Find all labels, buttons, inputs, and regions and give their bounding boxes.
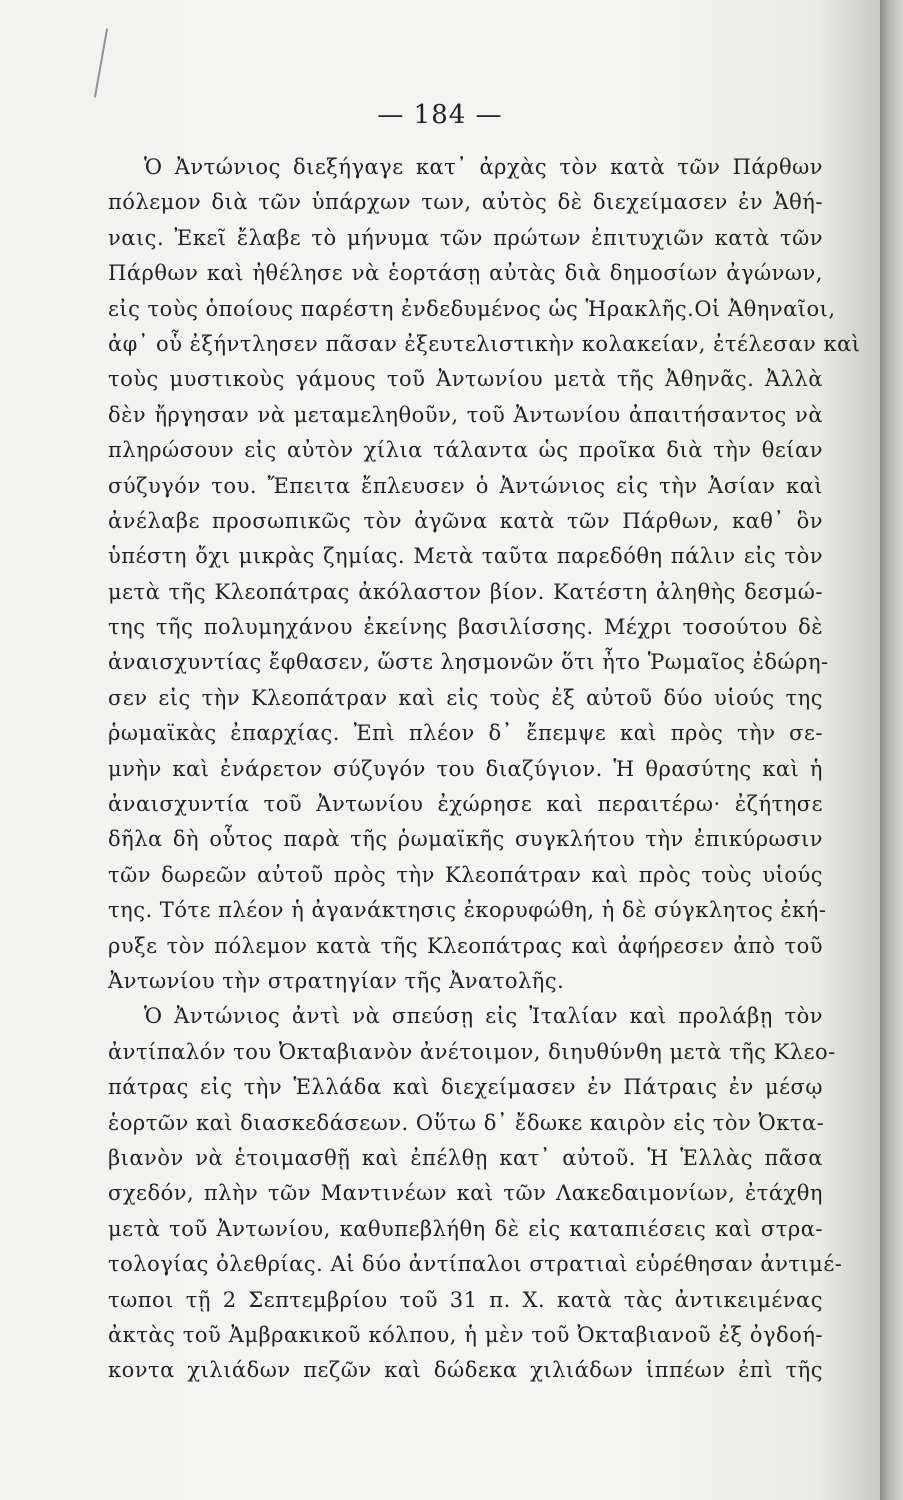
text-line: σχεδόν, πλὴν τῶν Μαντινέων καὶ τῶν Λακεδαιμονίων, ἐτάχθη xyxy=(108,1181,823,1206)
text-line: τῶν δωρεῶν αὐτοῦ πρὸς τὴν Κλεοπάτραν καὶ πρὸς τοὺς υἱούς xyxy=(108,862,823,887)
text-line: ἀντίπαλόν του Ὀκταβιανὸν ἀνέτοιμον, διηυθύνθη μετὰ τῆς Κλεο- xyxy=(108,1039,836,1064)
text-line: κοντα χιλιάδων πεζῶν καὶ δώδεκα χιλιάδων ἱππέων ἐπὶ τῆς xyxy=(108,1358,823,1383)
text-line: μνὴν καὶ ἐνάρετον σύζυγόν του διαζύγιον. Ἡ θρασύτης καὶ ἡ xyxy=(108,756,823,781)
pencil-mark xyxy=(94,28,108,97)
text-line: ἀκτὰς τοῦ Ἀμβρακικοῦ κόλπου, ἡ μὲν τοῦ Ὀκταβιανοῦ ἐξ ὀγδοή- xyxy=(108,1322,823,1347)
text-line: εἰς τοὺς ὁποίους παρέστη ἐνδεδυμένος ὡς Ἡρακλῆς.Οἱ Ἀθηναῖοι, xyxy=(108,296,836,321)
text-line: μετὰ τοῦ Ἀντωνίου, καθυπεβλήθη δὲ εἰς καταπιέσεις καὶ στρα- xyxy=(108,1216,823,1241)
text-line: Πάρθων καὶ ἠθέλησε νὰ ἑορτάσῃ αὐτὰς διὰ δημοσίων ἀγώνων, xyxy=(108,261,823,286)
page-number: — 184 — xyxy=(377,100,503,130)
text-line: δῆλα δὴ οὗτος παρὰ τῆς ῥωμαϊκῆς συγκλήτου τὴν ἐπικύρωσιν xyxy=(108,827,823,852)
text-line: πόλεμον διὰ τῶν ὑπάρχων των, αὐτὸς δὲ διεχείμασεν ἐν Ἀθή- xyxy=(108,190,823,215)
text-line: βιανὸν νὰ ἑτοιμασθῇ καὶ ἐπέλθῃ κατ᾽ αὐτοῦ. Ἡ Ἑλλὰς πᾶσα xyxy=(108,1145,823,1170)
text-line: ὑπέστη ὄχι μικρὰς ζημίας. Μετὰ ταῦτα παρεδόθη πάλιν εἰς τὸν xyxy=(108,544,823,569)
text-line: σύζυγόν του. Ἔπειτα ἔπλευσεν ὁ Ἀντώνιος εἰς τὴν Ἀσίαν καὶ xyxy=(108,473,823,498)
text-line: ἀναισχυντίας ἔφθασεν, ὥστε λησμονῶν ὅτι ἦτο Ῥωμαῖος ἐδώρη- xyxy=(108,650,829,675)
text-line: της. Τότε πλέον ἡ ἀγανάκτησις ἐκορυφώθη, ἡ δὲ σύγκλητος ἐκή- xyxy=(108,898,827,923)
text-line: ῥωμαϊκὰς ἐπαρχίας. Ἐπὶ πλέον δ᾽ ἔπεμψε καὶ πρὸς τὴν σε- xyxy=(108,721,823,746)
text-line: σεν εἰς τὴν Κλεοπάτραν καὶ εἰς τοὺς ἐξ αὐτοῦ δύο υἱούς της xyxy=(108,685,823,710)
text-line: μετὰ τῆς Κλεοπάτρας ἀκόλαστον βίον. Κατέστη ἀληθὴς δεσμώ- xyxy=(108,579,823,604)
body-text xyxy=(108,150,861,1389)
text-line: ἀναισχυντία τοῦ Ἀντωνίου ἐχώρησε καὶ περαιτέρω· ἐζήτησε xyxy=(108,792,823,817)
text-line: πληρώσουν εἰς αὐτὸν χίλια τάλαντα ὡς προῖκα διὰ τὴν θείαν xyxy=(108,438,823,463)
text-line: ἑορτῶν καὶ διασκεδάσεων. Οὕτω δ᾽ ἔδωκε καιρὸν εἰς τὸν Ὀκτα- xyxy=(108,1110,825,1135)
text-line: ἀνέλαβε προσωπικῶς τὸν ἀγῶνα κατὰ τῶν Πάρθων, καθ᾽ ὃν xyxy=(108,508,823,533)
text-line: τολογίας ὀλεθρίας. Αἱ δύο ἀντίπαλοι στρατιαὶ εὑρέθησαν ἀντιμέ- xyxy=(108,1252,843,1277)
text-line: ρυξε τὸν πόλεμον κατὰ τῆς Κλεοπάτρας καὶ ἀφήρεσεν ἀπὸ τοῦ xyxy=(108,933,823,958)
book-gutter xyxy=(880,0,903,1500)
text-line: ἀφ᾽ οὗ ἐξήντλησεν πᾶσαν ἐξευτελιστικὴν κολακείαν, ἐτέλεσαν καὶ xyxy=(108,331,861,356)
text-line: Ἀντωνίου τὴν στρατηγίαν τῆς Ἀνατολῆς. xyxy=(108,968,565,993)
text-line: πάτρας εἰς τὴν Ἑλλάδα καὶ διεχείμασεν ἐν Πάτραις ἐν μέσῳ xyxy=(108,1075,823,1100)
text-line: ναις. Ἐκεῖ ἔλαβε τὸ μήνυμα τῶν πρώτων ἐπιτυχιῶν κατὰ τῶν xyxy=(108,225,823,250)
text-line: Ὁ Ἀντώνιος διεξήγαγε κατ᾽ ἀρχὰς τὸν κατὰ τῶν Πάρθων xyxy=(144,155,823,179)
text-line: τωποι τῇ 2 Σεπτεμβρίου τοῦ 31 π. Χ. κατὰ τὰς ἀντικειμένας xyxy=(108,1287,823,1312)
text-line: Ὁ Ἀντώνιος ἀντὶ νὰ σπεύσῃ εἰς Ἰταλίαν καὶ προλάβῃ τὸν xyxy=(144,1004,823,1029)
text-line: τοὺς μυστικοὺς γάμους τοῦ Ἀντωνίου μετὰ τῆς Ἀθηνᾶς. Ἀλλὰ xyxy=(108,367,823,392)
text-line: δὲν ἤργησαν νὰ μεταμεληθοῦν, τοῦ Ἀντωνίου ἀπαιτήσαντος νὰ xyxy=(108,402,823,427)
text-line: της τῆς πολυμηχάνου ἐκείνης βασιλίσσης. Μέχρι τοσούτου δὲ xyxy=(108,615,823,640)
